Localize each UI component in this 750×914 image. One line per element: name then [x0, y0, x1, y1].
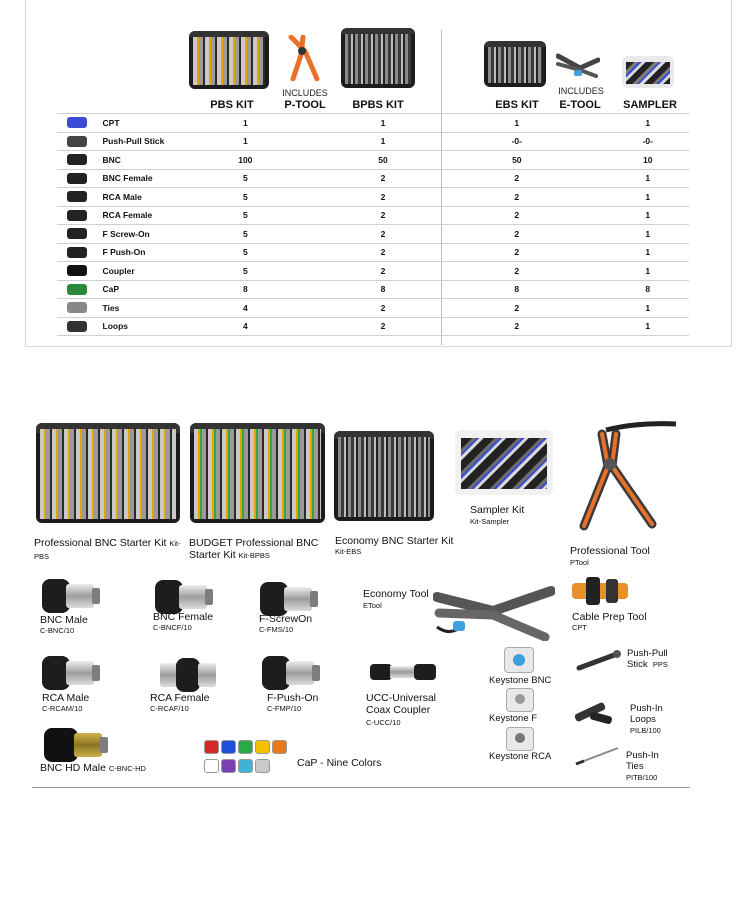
loops-icon [67, 321, 87, 332]
catalog-f-push-on-label: F-Push-On [267, 692, 319, 704]
row-value: 1 [607, 299, 689, 318]
header-ebs-kit: EBS KIT [495, 99, 539, 111]
row-value: 5 [213, 262, 278, 281]
row-value: 2 [350, 169, 415, 188]
catalog-ebs-kit-image [334, 431, 434, 521]
sampler-image [622, 56, 674, 88]
catalog-sampler-label: Sampler Kit [470, 504, 525, 516]
catalog-professional-tool-image [568, 420, 680, 532]
push-pull-stick-image [575, 648, 623, 672]
catalog-f-screwon-code: C-FMS/10 [259, 625, 294, 634]
row-value: 50 [484, 151, 549, 170]
catalog-ucc-code: C-UCC/10 [366, 718, 401, 727]
table-row [57, 317, 689, 336]
bnc-connector-icon [67, 154, 87, 165]
row-value: -0- [484, 132, 549, 151]
catalog-etool-label: Economy Tool [363, 588, 429, 600]
row-name: Coupler [97, 262, 213, 281]
row-value: 1 [350, 114, 415, 133]
ebs-kit-image [484, 41, 546, 87]
row-name: RCA Male [97, 188, 213, 207]
row-value: 2 [350, 243, 415, 262]
row-name: RCA Female [97, 206, 213, 225]
row-value: 2 [484, 206, 549, 225]
catalog-ties-code: PITB/100 [626, 773, 658, 782]
keystone-f-image [506, 688, 534, 712]
row-value: 2 [484, 262, 549, 281]
catalog-f-screwon-label: F-ScrewOn [259, 613, 313, 625]
catalog-cpt-label: Cable Prep Tool [572, 611, 647, 623]
cap-swatch [204, 740, 219, 754]
table-row [57, 262, 689, 281]
row-name: F Screw-On [97, 225, 213, 244]
row-value: 5 [213, 206, 278, 225]
catalog-ptool-label: Professional Tool [570, 545, 650, 557]
catalog-bpbs-code: Kit-BPBS [238, 551, 270, 560]
catalog-ebs-label: Economy BNC Starter Kit [335, 535, 454, 547]
cap-nine-colors-image [204, 740, 296, 778]
catalog-bnc-hd-code: C-BNC-HD [108, 764, 146, 773]
catalog-ebs-code: Kit-EBS [335, 547, 362, 556]
table-row [57, 151, 689, 170]
catalog-rca-female-label: RCA Female [150, 692, 210, 704]
row-value: 1 [607, 317, 689, 336]
catalog-bottom-rule [32, 787, 690, 788]
f-screw-on-icon [67, 228, 87, 239]
p-tool-icon [283, 35, 325, 81]
rca-male-icon [67, 191, 87, 202]
catalog-rca-male-code: C-RCAM/10 [42, 704, 83, 713]
row-value: 2 [350, 206, 415, 225]
cap-swatch [204, 759, 219, 773]
row-name: Loops [97, 317, 213, 336]
catalog-rca-male-label: RCA Male [42, 692, 90, 704]
pbs-kit-image [189, 31, 269, 89]
row-value: 2 [484, 225, 549, 244]
ptool-includes: INCLUDES [282, 88, 328, 98]
row-name: BNC [97, 151, 213, 170]
catalog-ptool-code: PTool [570, 558, 589, 567]
row-value: 2 [484, 188, 549, 207]
row-value: 1 [607, 243, 689, 262]
catalog-economy-tool-image [433, 577, 555, 641]
bnc-female-icon [67, 173, 87, 184]
catalog-keystone-bnc-label: Keystone BNC [489, 675, 552, 686]
catalog-bnc-female-code: C-BNCF/10 [153, 623, 192, 632]
row-value: 2 [350, 188, 415, 207]
row-value: 5 [213, 188, 278, 207]
table-row [57, 188, 689, 207]
f-push-on-image [262, 652, 322, 692]
row-value: 1 [607, 169, 689, 188]
f-push-on-icon [67, 247, 87, 258]
catalog-bpbs-kit-image [190, 423, 325, 523]
cap-swatch [255, 740, 270, 754]
keystone-rca-image [506, 727, 534, 751]
table-row [57, 169, 689, 188]
row-name: Ties [97, 299, 213, 318]
e-tool-icon [556, 50, 600, 80]
catalog-rca-female-code: C-RCAF/10 [150, 704, 189, 713]
row-value: 2 [484, 299, 549, 318]
cap-swatch [221, 759, 236, 773]
catalog-pbs-code: Kit-PBS [34, 539, 181, 561]
header-bpbs-kit: BPBS KIT [352, 99, 404, 111]
row-name: Push-Pull Stick [97, 132, 213, 151]
catalog-loops-label: Push-In Loops [630, 703, 663, 725]
catalog-etool-code: ETool [363, 601, 382, 610]
row-value: 1 [607, 225, 689, 244]
header-sampler: SAMPLER [623, 99, 677, 111]
row-name: CaP [97, 280, 213, 299]
cable-prep-tool-image [572, 577, 628, 605]
bnc-female-image [155, 576, 215, 616]
catalog-cap-label: CaP - Nine Colors [297, 757, 382, 769]
catalog-sampler-code: Kit-Sampler [470, 517, 510, 526]
kit-contents-table [57, 113, 689, 336]
row-value: 2 [350, 225, 415, 244]
row-value: 5 [213, 225, 278, 244]
caps-icon [67, 284, 87, 295]
f-screwon-image [260, 578, 320, 616]
cable-prep-tool-icon [67, 117, 87, 128]
row-value: 100 [213, 151, 278, 170]
row-value: 8 [607, 280, 689, 299]
push-in-loops-image [574, 700, 616, 728]
keystone-bnc-image [504, 647, 534, 673]
catalog-keystone-f-label: Keystone F [489, 713, 538, 724]
row-value: 5 [213, 243, 278, 262]
catalog-bnc-female-label: BNC Female [153, 611, 214, 623]
row-value: 4 [213, 317, 278, 336]
push-pull-stick-icon [67, 136, 87, 147]
catalog-ties-label: Push-In Ties [626, 750, 659, 772]
catalog-pbs-label: Professional BNC Starter Kit Kit-PBS [34, 537, 181, 561]
row-value: 1 [213, 114, 278, 133]
row-name: BNC Female [97, 169, 213, 188]
cap-swatch [238, 759, 253, 773]
row-value: 50 [350, 151, 415, 170]
bnc-hd-male-image [44, 724, 108, 764]
row-value: 1 [607, 114, 689, 133]
catalog-bpbs-label: BUDGET Professional BNC Starter Kit Kit-BPBS [189, 537, 319, 561]
catalog-bnc-hd-label: BNC HD Male C-BNC-HD [40, 762, 146, 774]
table-row [57, 114, 689, 133]
row-value: 5 [213, 169, 278, 188]
row-value: 8 [213, 280, 278, 299]
coupler-icon [67, 265, 87, 276]
row-value: 4 [213, 299, 278, 318]
row-value: 1 [607, 206, 689, 225]
ties-icon [67, 302, 87, 313]
cap-swatch [221, 740, 236, 754]
catalog-f-push-on-code: C-FMP/10 [267, 704, 302, 713]
bnc-male-image [42, 575, 102, 615]
row-value: 2 [350, 317, 415, 336]
row-value: 1 [213, 132, 278, 151]
row-value: 2 [484, 317, 549, 336]
rca-female-icon [67, 210, 87, 221]
row-value: -0- [607, 132, 689, 151]
catalog-loops-code: PILB/100 [630, 726, 661, 735]
catalog-keystone-rca-label: Keystone RCA [489, 751, 552, 762]
catalog-cpt-code: CPT [572, 623, 587, 632]
catalog-bnc-male-code: C-BNC/10 [40, 626, 75, 635]
row-value: 10 [607, 151, 689, 170]
row-value: 2 [350, 299, 415, 318]
catalog-ucc-label: UCC-Universal Coax Coupler [366, 692, 437, 716]
table-row [57, 225, 689, 244]
catalog-pps-code: PPS [652, 660, 668, 669]
table-row [57, 280, 689, 299]
row-value: 1 [484, 114, 549, 133]
row-value: 1 [607, 262, 689, 281]
table-row [57, 206, 689, 225]
row-value: 8 [350, 280, 415, 299]
catalog-pps-label: Push-Pull Stick PPS [627, 648, 668, 670]
etool-includes: INCLUDES [558, 86, 604, 96]
row-value: 2 [484, 243, 549, 262]
rca-female-image [160, 654, 220, 694]
cap-swatch [238, 740, 253, 754]
table-row [57, 243, 689, 262]
row-value: 1 [350, 132, 415, 151]
header-pbs-kit: PBS KIT [210, 99, 254, 111]
rca-male-image [42, 652, 102, 692]
catalog-pbs-kit-image [36, 423, 180, 523]
row-name: F Push-On [97, 243, 213, 262]
table-row [57, 132, 689, 151]
cap-swatch [255, 759, 270, 773]
header-e-tool: E-TOOL [559, 99, 601, 111]
cap-swatch [272, 740, 287, 754]
row-value: 8 [484, 280, 549, 299]
ucc-coupler-image [370, 661, 436, 683]
row-value: 2 [484, 169, 549, 188]
table-row [57, 299, 689, 318]
row-value: 1 [607, 188, 689, 207]
catalog-bnc-male-label: BNC Male [40, 614, 88, 626]
bpbs-kit-image [341, 28, 415, 88]
row-name: CPT [97, 114, 213, 133]
push-in-ties-image [574, 744, 620, 766]
header-p-tool: P-TOOL [284, 99, 326, 111]
row-value: 2 [350, 262, 415, 281]
catalog-sampler-image [455, 430, 553, 495]
